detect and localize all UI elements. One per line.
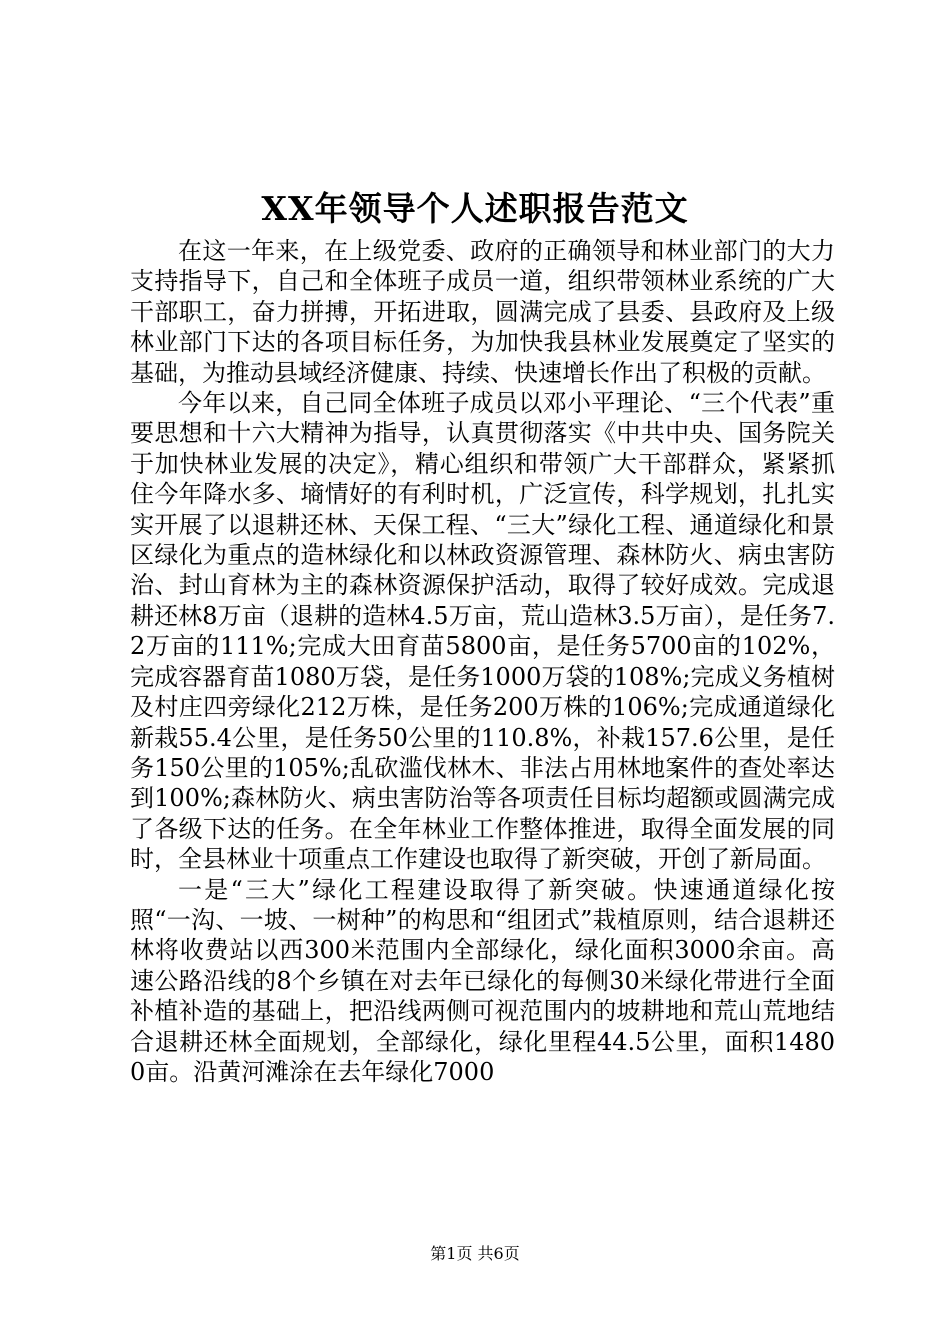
page-number-footer: 第1页 共6页 [430,1244,520,1263]
paragraph-2: 今年以来，自己同全体班子成员以邓小平理论、“三个代表”重要思想和十六大精神为指导，认真贯彻落实《中共中央、国务院关于加快林业发展的决定》，精心组织和带领广大干部群众，紧紧抓住今年降水多、墒情好的有利时机，广泛宣传，科学规划，扎扎实实开展了以退耕还林、天保工程、“三大”绿化工程、通道绿化和景区绿化为重点的造林绿化和以林政资源管理、森林防火、病虫害防治、封山育林为主的森林资源保护活动，取得了较好成效。完成退耕还林8万亩（退耕的造林4.5万亩，荒山造林3.5万亩），是任务7.2万亩的111%;完成大田育苗5800亩，是任务5700亩的102%，完成容器育苗1080万袋，是任务1000万袋的108%;完成义务植树及村庄四旁绿化212万株，是任务200万株的106%;完成通道绿化新栽55.4公里，是任务50公里的110.8%，补栽157.6公里，是任务150公里的105%;乱砍滥伐林木、非法占用林地案件的查处率达到100%;森林防火、病虫害防治等各项责任目标均超额或圆满完成了各级下达的任务。在全年林业工作整体推进，取得全面发展的同时，全县林业十项重点工作建设也取得了新突破，开创了新局面。 [130,389,835,874]
paragraph-1: 在这一年来，在上级党委、政府的正确领导和林业部门的大力支持指导下，自己和全体班子成员一道，组织带领林业系统的广大干部职工，奋力拼搏，开拓进取，圆满完成了县委、县政府及上级林业部门下达的各项目标任务，为加快我县林业发展奠定了坚实的基础，为推动县域经济健康、持续、快速增长作出了积极的贡献。 [130,237,835,387]
document-body [130,236,835,1087]
document-title: XX年领导个人述职报告范文 [261,189,689,228]
paragraph-3: 一是“三大”绿化工程建设取得了新突破。快速通道绿化按照“一沟、一坡、一树种”的构思和“组团式”栽植原则，结合退耕还林将收费站以西300米范围内全部绿化，绿化面积3000余亩。高速公路沿线的8个乡镇在对去年已绿化的每侧30米绿化带进行全面补植补造的基础上，把沿线两侧可视范围内的坡耕地和荒山荒地结合退耕还林全面规划，全部绿化，绿化里程44.5公里，面积14800亩。沿黄河滩涂在去年绿化7000 [130,875,835,1086]
